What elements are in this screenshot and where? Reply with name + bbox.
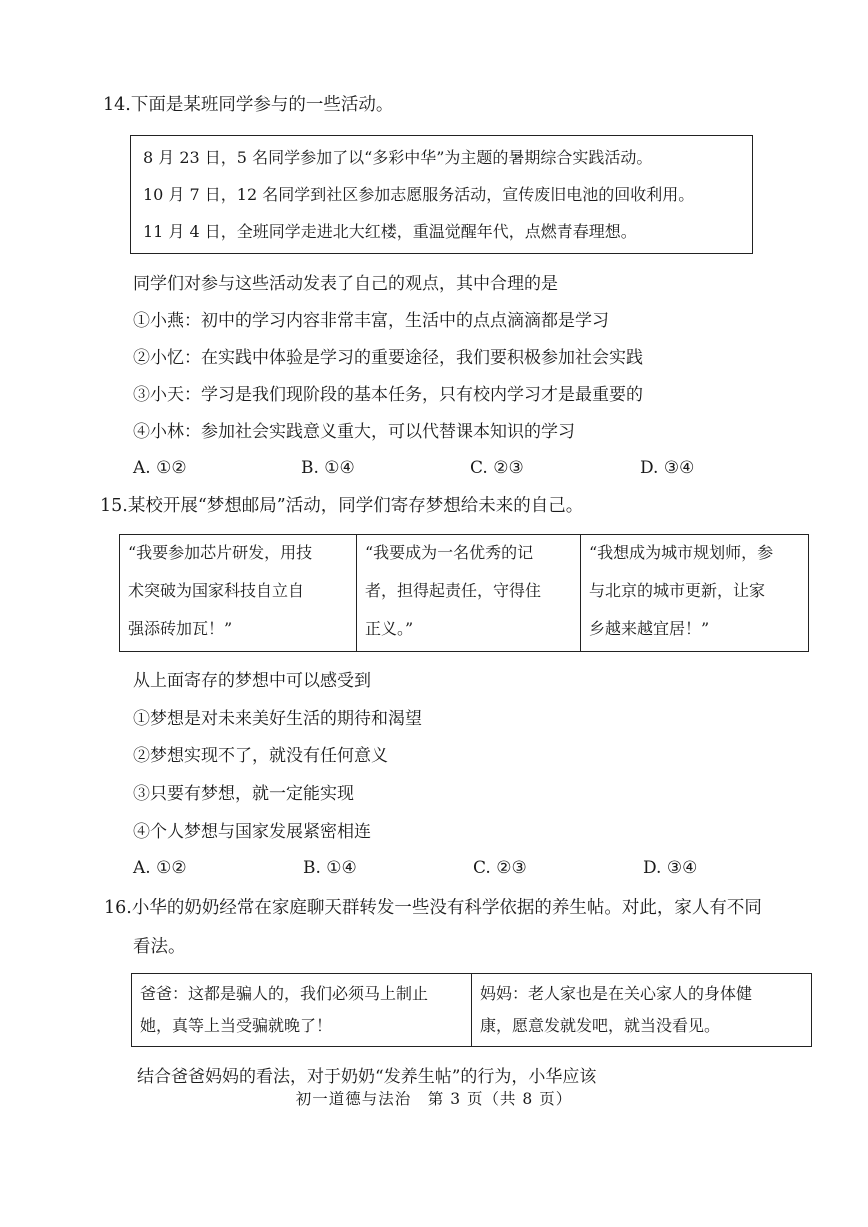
q15-statement: ④个人梦想与国家发展紧密相连 bbox=[133, 822, 371, 842]
q16-prompt: 结合爸爸妈妈的看法，对于奶奶“发养生帖”的行为，小华应该 bbox=[137, 1067, 597, 1087]
q15-cell-line: 术突破为国家科技自立自 bbox=[128, 581, 305, 600]
q15-cell-line: 与北京的城市更新，让家 bbox=[589, 581, 766, 600]
q15-statement: ③只要有梦想，就一定能实现 bbox=[133, 784, 354, 804]
q16-cell-line: 她，真等上当受骗就晚了！ bbox=[140, 1016, 333, 1035]
q15-cell-line: 正义。” bbox=[365, 619, 414, 638]
q15-dream-cell-1 bbox=[120, 535, 356, 651]
q14-statement: ③小天：学习是我们现阶段的基本任务，只有校内学习才是最重要的 bbox=[133, 385, 643, 405]
q15-cell-line: “我要成为一名优秀的记 bbox=[365, 543, 534, 562]
q14-statement: ①小燕：初中的学习内容非常丰富，生活中的点点滴滴都是学习 bbox=[133, 311, 609, 331]
q14-activity-line: 11 月 4 日，全班同学走进北大红楼，重温觉醒年代，点燃青春理想。 bbox=[143, 222, 637, 241]
q15-statement: ②梦想实现不了，就没有任何意义 bbox=[133, 746, 388, 766]
q16-dad-opinion bbox=[132, 974, 471, 1046]
q14-prompt: 同学们对参与这些活动发表了自己的观点，其中合理的是 bbox=[133, 274, 558, 294]
q15-cell-line: 强添砖加瓦！” bbox=[128, 619, 233, 638]
q16-cell-line: 妈妈：老人家也是在关心家人的身体健 bbox=[480, 984, 753, 1003]
page-footer: 初一道德与法治 第 3 页（共 8 页） bbox=[295, 1090, 573, 1108]
q15-dream-cell-3 bbox=[580, 535, 807, 651]
q14-option-c[interactable]: C. ②③ bbox=[470, 458, 524, 478]
q15-cell-line: “我想成为城市规划师，参 bbox=[589, 543, 774, 562]
q14-activity-line: 10 月 7 日，12 名同学到社区参加志愿服务活动，宣传废旧电池的回收利用。 bbox=[143, 185, 695, 204]
q16-cell-line: 康，愿意发就发吧，就当没看见。 bbox=[480, 1016, 721, 1035]
question-16-stem-cont: 看法。 bbox=[133, 937, 186, 957]
q15-statement: ①梦想是对未来美好生活的期待和渴望 bbox=[133, 709, 422, 729]
q15-cell-line: 者，担得起责任，守得住 bbox=[365, 581, 542, 600]
q15-cell-line: “我要参加芯片研发，用技 bbox=[128, 543, 313, 562]
q14-activity-line: 8 月 23 日，5 名同学参加了以“多彩中华”为主题的暑期综合实践活动。 bbox=[143, 148, 653, 167]
q16-opinion-table bbox=[131, 973, 812, 1047]
q16-mom-opinion bbox=[471, 974, 810, 1046]
q15-dream-cell-2 bbox=[356, 535, 580, 651]
q15-prompt: 从上面寄存的梦想中可以感受到 bbox=[133, 671, 371, 691]
q15-option-d[interactable]: D. ③④ bbox=[643, 858, 698, 878]
q14-statement: ④小林：参加社会实践意义重大，可以代替课本知识的学习 bbox=[133, 422, 575, 442]
q15-option-c[interactable]: C. ②③ bbox=[473, 858, 527, 878]
q15-cell-line: 乡越来越宜居！” bbox=[589, 619, 710, 638]
question-16-stem: 16.小华的奶奶经常在家庭聊天群转发一些没有科学依据的养生帖。对此，家人有不同 bbox=[104, 898, 762, 918]
q15-option-b[interactable]: B. ①④ bbox=[303, 858, 357, 878]
q16-cell-line: 爸爸：这都是骗人的，我们必须马上制止 bbox=[140, 984, 429, 1003]
question-14-stem: 14.下面是某班同学参与的一些活动。 bbox=[103, 95, 394, 115]
q15-dream-table bbox=[119, 534, 809, 652]
q15-option-a[interactable]: A. ①② bbox=[133, 858, 187, 878]
q14-option-d[interactable]: D. ③④ bbox=[640, 458, 695, 478]
question-15-stem: 15.某校开展“梦想邮局”活动，同学们寄存梦想给未来的自己。 bbox=[100, 496, 584, 516]
q14-option-a[interactable]: A. ①② bbox=[133, 458, 187, 478]
q14-statement: ②小忆：在实践中体验是学习的重要途径，我们要积极参加社会实践 bbox=[133, 348, 643, 368]
q14-option-b[interactable]: B. ①④ bbox=[301, 458, 355, 478]
q14-activity-box bbox=[130, 135, 753, 254]
